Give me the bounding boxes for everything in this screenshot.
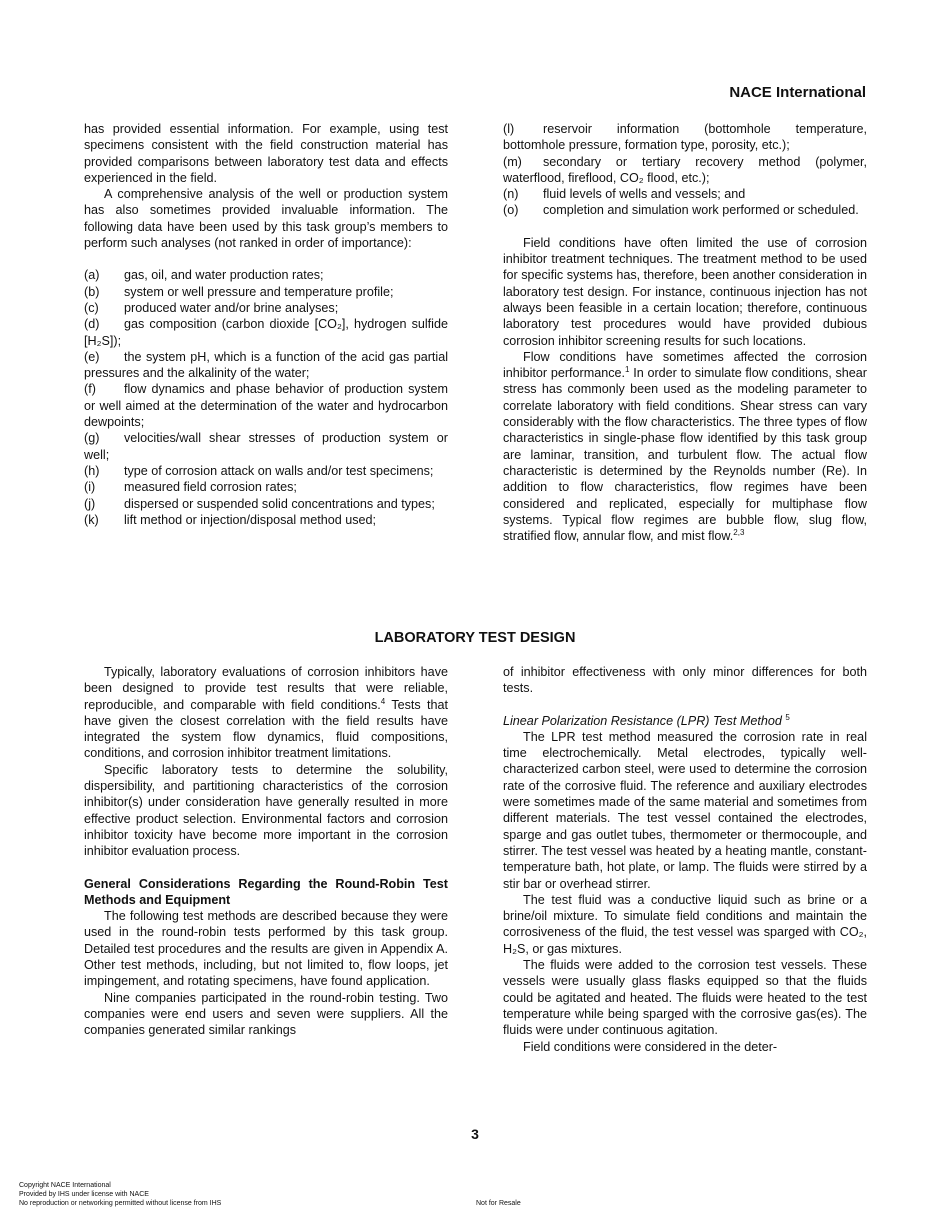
list-item: (a) gas, oil, and water production rates; (84, 268, 324, 283)
list-item: (j) dispersed or suspended solid concentrations and types; (84, 496, 435, 511)
list-item: (e) the system pH, which is a function of the acid gas partial pressures and the alkalinity of the water; (84, 349, 448, 381)
data-list (84, 267, 448, 528)
citation: 4 (380, 696, 386, 706)
list-item: (n) fluid levels of wells and vessels; and (503, 187, 746, 202)
paragraph: of inhibitor effectiveness with only minor differences for both tests. (503, 665, 867, 696)
citation: 2,3 (733, 527, 745, 537)
paragraph: A comprehensive analysis of the well or production system has also sometimes provided invaluable information. The following data have been used by this task group’s members to perform such analyses (not ranked in order of importance): (84, 187, 448, 251)
paragraph: The following test methods are described because they were used in the round-robin tests performed by this task group. Detailed test procedures and the results are given in Appendix A. Other test methods, including, but not limited to, flow loops, jet impingement, and rotating specimens, have found application. (84, 909, 448, 989)
footer-resale: Not for Resale (476, 1200, 521, 1207)
paragraph: Field conditions have often limited the use of corrosion inhibitor treatment techniques. The treatment method to be used for specific systems has, therefore, been another consideration in laboratory test design. For instance, continuous injection has not always been feasible in a certain location; therefore, continuous laboratory test procedures would have provided dubious corrosion inhibitor screening results for such locations. (503, 235, 868, 348)
footer-copyright (19, 1181, 221, 1208)
bottom-left-column (84, 664, 448, 1039)
page-number: 3 (471, 1126, 479, 1142)
list-item: (h) type of corrosion attack on walls and/or test specimens; (84, 463, 434, 478)
list-item: (i) measured field corrosion rates; (84, 480, 297, 495)
top-left-column (84, 121, 448, 528)
paragraph: The LPR test method measured the corrosion rate in real time electrochemically. Metal electrodes, typically well-characterized carbon steel, were used to determine the corrosion rate of the corrosive fluid. The reference and auxiliary electrodes were sometimes made of the same material and sometimes from different materials. The test vessel contained the electrodes, sparge and gas outlet tubes, thermometer or thermocouple, and stirrer. The test vessel was heated by a heating mantle, constant-temperature bath, hot plate, or lamp. The fluids were stirred by a stir bar or overhead stirrer. (503, 729, 867, 891)
footer-line: Copyright NACE International (19, 1182, 111, 1189)
top-right-column (503, 121, 867, 544)
list-item: (d) gas composition (carbon dioxide [CO₂], hydrogen sulfide [H₂S]); (84, 317, 448, 348)
footer-line: Provided by IHS under license with NACE (19, 1191, 149, 1198)
citation: 5 (785, 712, 790, 722)
list-item: (b) system or well pressure and temperature profile; (84, 284, 394, 299)
list-item: (f) flow dynamics and phase behavior of production system or well aimed at the determination of the water and hydrocarbon dewpoints; (84, 382, 448, 430)
bottom-right-column (503, 664, 867, 1055)
header-org: NACE International (729, 84, 866, 101)
paragraph: has provided essential information. For example, using test specimens consistent with the field construction material has provided comparisons between laboratory test data and effects experienced in the field. (84, 122, 448, 185)
list-item: (l) reservoir information (bottomhole temperature, bottomhole pressure, formation type, porosity, etc.); (503, 122, 867, 153)
paragraph: Field conditions were considered in the deter- (523, 1039, 778, 1054)
paragraph: The test fluid was a conductive liquid such as brine or a brine/oil mixture. To simulate field conditions and maintain the corrosiveness of the fluid, the test vessel was sparged with CO₂, H₂S, or gas mixtures. (503, 892, 867, 956)
paragraph: Nine companies participated in the round-robin testing. Two companies were end users and seven were suppliers. All the companies generated similar rankings (84, 990, 448, 1038)
paragraph: Typically, laboratory evaluations of corrosion inhibitors have been designed to provide test results that were reliable, reproducible, and comparable with field conditions.$^4$ Tests that have given the closest correlation with the field results have integrated the system flow dynamics, fluid compositions, conditions, and corrosion inhibitor treatment limitations. (84, 665, 449, 761)
subheading: Linear Polarization Resistance (LPR) Test Method $^5$ (503, 712, 790, 728)
list-item: (c) produced water and/or brine analyses; (84, 300, 339, 315)
paragraph: The fluids were added to the corrosion test vessels. These vessels were usually glass flasks equipped so that the fluids could be agitated and heated. The fluids were heated to the test temperature while being sparged with the corrosive gas(es). The fluids were under continuous agitation. (503, 958, 867, 1038)
list-item: (o) completion and simulation work performed or scheduled. (503, 203, 859, 218)
paragraph: Specific laboratory tests to determine the solubility, dispersibility, and partitioning characteristics of the corrosion inhibitor(s) under consideration have generally resulted in more effective product selection. Environmental factors and corrosion inhibitor toxicity have become more important in the corrosion inhibitor evaluation process. (84, 762, 448, 859)
subheading: General Considerations Regarding the Round-Robin Test Methods and Equipment (84, 876, 448, 907)
list-item: (k) lift method or injection/disposal method used; (84, 512, 377, 527)
list-item: (g) velocities/wall shear stresses of production system or well; (84, 431, 448, 462)
section-title: LABORATORY TEST DESIGN (374, 630, 576, 646)
paragraph: Flow conditions have sometimes affected the corrosion inhibitor performance.$^1$ In order to simulate flow conditions, shear stress has commonly been used as the modeling parameter to correlate laboratory with field conditions. Shear stress can vary considerably with the flow characteristics. The three types of flow characteristics in single-phase flow identified by this task group are laminar, transition, and turbulent flow. The actual flow characteristic is determined by the Reynolds number (Re). In addition to flow characteristics, flow regimes have been considered and replicated, especially for multiphase flow systems. Typical flow regimes are bubble flow, slug flow, stratified flow, annular flow, and mist flow.$^{2,3}$ (503, 349, 867, 544)
footer-line: No reproduction or networking permitted without license from IHS (19, 1200, 222, 1207)
citation: 1 (625, 364, 630, 374)
list-item: (m) secondary or tertiary recovery method (polymer, waterflood, fireflood, CO₂ flood, etc.); (503, 154, 867, 185)
